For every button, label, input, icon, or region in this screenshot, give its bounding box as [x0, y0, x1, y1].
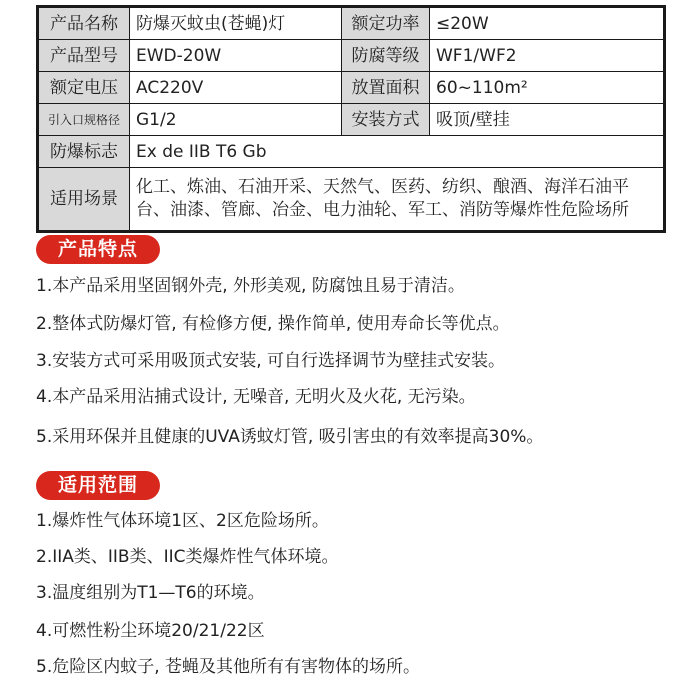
spec-row — [38, 40, 665, 72]
list-item: 1.爆炸性气体环境1区、2区危险场所。 — [36, 511, 329, 531]
spec-value: G1/2 — [130, 104, 342, 136]
spec-value: WF1/WF2 — [430, 40, 665, 72]
spec-row — [38, 104, 665, 136]
list-item: 4.可燃性粉尘环境20/21/22区 — [36, 621, 265, 641]
spec-value: 60~110m² — [430, 72, 665, 104]
spec-value: 吸顶/壁挂 — [430, 104, 665, 136]
spec-value: EWD-20W — [130, 40, 342, 72]
spec-value: Ex de IIB T6 Gb — [130, 136, 665, 168]
spec-row — [38, 7, 665, 40]
scope-title-badge: 适用范围 — [36, 471, 160, 500]
spec-row — [38, 72, 665, 104]
list-item: 3.安装方式可采用吸顶式安装, 可自行选择调节为壁挂式安装。 — [36, 351, 506, 371]
spec-value: 防爆灭蚊虫(苍蝇)灯 — [130, 7, 342, 40]
list-item: 1.本产品采用坚固钢外壳, 外形美观, 防腐蚀且易于清洁。 — [36, 276, 465, 296]
spec-label: 防爆标志 — [38, 136, 130, 168]
spec-label: 适用场景 — [38, 168, 130, 232]
spec-label: 安装方式 — [342, 104, 430, 136]
spec-value: AC220V — [130, 72, 342, 104]
spec-value: ≤20W — [430, 7, 665, 40]
list-item: 2.整体式防爆灯管, 有检修方便, 操作简单, 使用寿命长等优点。 — [36, 314, 510, 334]
spec-label: 引入口规格径 — [38, 104, 130, 136]
spec-label: 放置面积 — [342, 72, 430, 104]
list-item: 5.采用环保并且健康的UVA诱蚊灯管, 吸引害虫的有效率提高30%。 — [36, 427, 544, 447]
spec-label: 额定电压 — [38, 72, 130, 104]
list-item: 5.危险区内蚊子, 苍蝇及其他所有有害物体的场所。 — [36, 657, 421, 677]
spec-value: 化工、炼油、石油开采、天然气、医药、纺织、酿酒、海洋石油平台、油漆、管廊、冶金、电力油轮、军工、消防等爆炸性危险场所 — [130, 168, 665, 232]
features-title-badge: 产品特点 — [36, 235, 160, 264]
spec-label: 产品名称 — [38, 7, 130, 40]
spec-row-applicable — [38, 168, 665, 232]
list-item: 4.本产品采用沾捕式设计, 无噪音, 无明火及火花, 无污染。 — [36, 387, 476, 407]
list-item: 3.温度组别为T1—T6的环境。 — [36, 583, 265, 603]
spec-label: 额定功率 — [342, 7, 430, 40]
spec-label: 防腐等级 — [342, 40, 430, 72]
spec-row-explosion-mark — [38, 136, 665, 168]
spec-table — [36, 5, 666, 233]
spec-label: 产品型号 — [38, 40, 130, 72]
list-item: 2.IIA类、IIB类、IIC类爆炸性气体环境。 — [36, 547, 339, 567]
